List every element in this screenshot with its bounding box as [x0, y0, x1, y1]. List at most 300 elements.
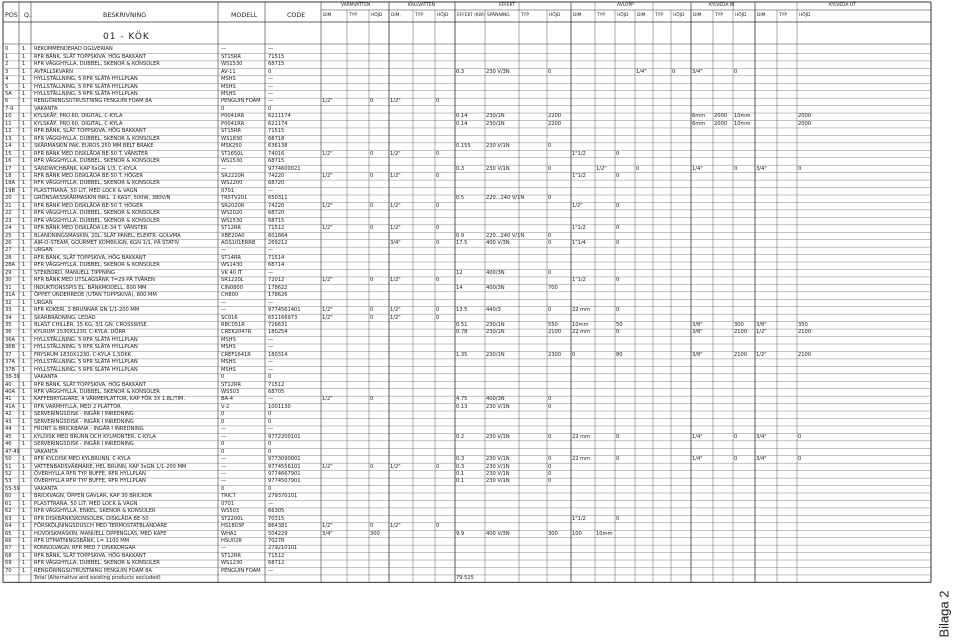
row-value: 1/2" [756, 329, 767, 336]
row-model: 0 [221, 485, 225, 492]
row-value: 3/8" [692, 351, 703, 358]
row-qty: 1 [22, 381, 26, 388]
row-value: 0 [798, 456, 802, 463]
row-code: 180254 [268, 329, 288, 336]
row-value: 0 [548, 240, 552, 246]
row-pos: 16 [5, 158, 12, 165]
row-description: URGAN [34, 299, 53, 306]
row-value: 0 [548, 463, 552, 470]
row-pos: 41 [5, 396, 12, 403]
row-value: 230 V/3N [486, 68, 510, 75]
row-description: KYLSKÅP, PRO.60, DIGITAL, C-KYLA [34, 113, 123, 120]
header-sub-21: HÖJD [799, 13, 811, 18]
row-model: 0 [221, 441, 225, 448]
row-value: 0 [734, 456, 738, 463]
row-pos: 38-39 [5, 374, 20, 381]
row-qty: 1 [22, 143, 26, 150]
row-pos: 11 [5, 120, 12, 127]
row-value: 0 [370, 150, 374, 157]
header-sub-2: HÖJD [371, 13, 383, 18]
header-sub-5: HÖJD [437, 13, 449, 18]
row-value: 0 [436, 172, 440, 179]
row-pos: 36B [5, 344, 16, 351]
row-value: 14 [456, 284, 463, 291]
row-description: VAKANTA [34, 485, 58, 492]
row-model: PENGUIN FOAM [221, 98, 261, 105]
row-pos: 32 [5, 299, 12, 306]
row-qty: 1 [22, 135, 26, 142]
row-pos: 10 [5, 113, 12, 120]
row-qty: 1 [22, 83, 26, 90]
row-value: 1/2" [390, 307, 401, 314]
row-pos: 28A [5, 262, 15, 269]
row-value: 0 [548, 470, 552, 477]
header-sub-1: TYP [349, 13, 358, 18]
row-qty: 1 [22, 150, 26, 157]
row-pos: 35 [5, 321, 12, 328]
row-value: 0 [616, 172, 620, 179]
row-description: RENGÖRINGSUTRUSTNING PENGUIN FOAM 8A [34, 98, 152, 105]
header-sub-11: TYP [597, 13, 606, 18]
row-pos: 17 [5, 165, 12, 172]
row-model: SR2020R [221, 202, 245, 209]
row-pos: 46 [5, 441, 12, 448]
row-code: 68715 [268, 217, 285, 224]
row-model: WS1530 [221, 217, 243, 224]
row-value: 0 [370, 202, 374, 209]
row-model: SR2220R [221, 172, 245, 179]
row-value: 2100 [798, 329, 812, 336]
row-description: ÖVERHYLLA RFR TYP BUFFE, RFR HYLLPLAN [34, 478, 146, 485]
row-description: BLAST CHILLER, 15 KG, 3/1 GN, CROSSWISE. [34, 321, 149, 328]
row-value: 2000 [798, 120, 812, 127]
row-description: BLANDNINGSMASKIN, 20L, SLÄT PANEL, ELEKTR. GOLVMA [34, 232, 181, 239]
row-value: 0 [734, 68, 738, 75]
row-code: 71515 [268, 53, 285, 60]
row-description: RFR VÄGGHYLLA, DUBBEL, SKENOR & KONSOLER [34, 158, 160, 165]
row-value: 400/3N [486, 269, 505, 276]
row-qty: 1 [22, 165, 26, 172]
row-description: RFR BÄNK MED UTSLAGSÄNK T=29 PÅ TVÄREN [34, 277, 155, 284]
row-model: MSHS [221, 359, 236, 366]
row-description: BRICKVAGN, ÖPPEN GAVLAR, KAP 30 BRICKOR [34, 493, 153, 500]
row-pos: 44 [5, 426, 12, 433]
row-model: SC016 [221, 314, 238, 321]
header-sub-10: DIM. [573, 13, 583, 18]
row-model: AOS101ERRB [221, 240, 256, 246]
row-value: 440/3 [486, 307, 501, 314]
row-qty: 1 [22, 396, 26, 403]
row-value: 1"1/2 [572, 277, 586, 284]
row-value: 0 [616, 225, 620, 232]
row-value: 0 [616, 515, 620, 522]
row-value: 0.3 [456, 68, 465, 75]
row-value: 700 [548, 284, 558, 291]
row-qty: 1 [22, 98, 26, 105]
row-model: TR5TV201 [221, 195, 248, 202]
row-value: 0 [734, 165, 738, 172]
row-qty: 1 [22, 225, 26, 232]
row-value: 0 [548, 269, 552, 276]
row-description: RFR VÄGGHYLLA, DUBBEL, SKENOR & KONSOLER [34, 560, 160, 567]
row-code: 9774667901 [268, 470, 301, 477]
row-value: 2100 [734, 351, 748, 358]
row-description: RFR VÄGGHYLLA, DUBBEL, SKENOR & KONSOLER [34, 217, 160, 224]
row-qty: 1 [22, 76, 26, 83]
row-pos: 68 [5, 552, 12, 559]
row-qty: 1 [22, 321, 26, 328]
row-pos: 30 [5, 277, 12, 284]
row-description: SERVERINGSDISK - INGÅR I INREDNING [34, 418, 134, 425]
row-code: 66305 [268, 508, 285, 515]
row-model: WS1530 [221, 158, 243, 165]
row-qty: 1 [22, 46, 26, 53]
row-model: BA-4 [221, 396, 233, 403]
row-description: FRONT & BRICKBANA - INGÅR I INREDNING [34, 426, 144, 433]
row-value: 1/2" [322, 225, 333, 232]
header-description: BESKRIVNING [103, 12, 147, 19]
row-value: 0 [548, 68, 552, 75]
row-value: 0 [548, 456, 552, 463]
row-value: 80 [616, 351, 623, 358]
row-value: 230 V/1N [486, 433, 510, 440]
row-model: SR1220L [221, 277, 244, 284]
row-code: 1001130 [268, 403, 291, 410]
row-pos: 40 [5, 381, 12, 388]
row-model: 0 [221, 418, 225, 425]
row-value: 2100 [798, 351, 812, 358]
row-value: 2100 [548, 329, 562, 336]
row-value: 0 [672, 68, 676, 75]
row-pos: 41A [5, 403, 15, 410]
row-value: 1/4" [692, 165, 703, 172]
row-code: — [268, 187, 274, 194]
row-code: — [268, 366, 274, 373]
row-value: 1/2" [390, 172, 401, 179]
row-value: 0 [370, 314, 374, 321]
row-model: CREK2047R [221, 329, 252, 336]
row-value: 0 [370, 307, 374, 314]
row-code: 68715 [268, 61, 285, 68]
row-value: 3/4" [322, 530, 333, 537]
row-qty: 1 [22, 269, 26, 276]
row-value: 13.5 [456, 307, 468, 314]
row-value: 0.78 [456, 329, 468, 336]
row-model: ST15RR [221, 53, 241, 60]
row-description: RFR BÄNK, SLÄT TOPPSKIVA, HÖG BAKKANT [34, 128, 146, 135]
total-label: Total (Alternative and existing products excluded) [34, 575, 161, 582]
row-pos: 27 [5, 247, 12, 254]
row-model: MSHS [221, 336, 236, 343]
row-value: 0.51 [456, 321, 468, 328]
row-pos: 62 [5, 508, 12, 515]
row-qty: 1 [22, 247, 26, 254]
row-value: 1/2" [390, 98, 401, 105]
row-qty: 1 [22, 411, 26, 418]
row-value: 17.5 [456, 240, 468, 246]
row-qty: 1 [22, 314, 26, 321]
row-pos: 5 [5, 83, 9, 90]
row-value: 0.14 [456, 113, 468, 120]
row-code: 68720 [268, 180, 285, 187]
row-value: 0 [616, 202, 620, 209]
row-qty: 1 [22, 262, 26, 269]
row-model: CREF1641R [221, 351, 251, 358]
row-value: 400 V/3N [486, 240, 510, 246]
row-description: RFR BÄNK MED DISKLÅDA BE-50 T. HÖGER [34, 172, 143, 179]
row-value: 1/2" [390, 150, 401, 157]
row-code: 651166973 [268, 314, 298, 321]
row-value: 1/2" [756, 351, 767, 358]
row-code: 9774556101 [268, 463, 301, 470]
attachment-label-text: Bilaga 2 [936, 590, 952, 638]
row-model: ST2200L [221, 515, 244, 522]
row-code: 0 [268, 448, 272, 455]
row-qty: 1 [22, 418, 26, 425]
row-description: RFR VÄGGHYLLA, DUBBEL, SKENOR & KONSOLER [34, 210, 160, 217]
row-value: 3/4" [692, 68, 703, 75]
row-model: HS1803P [221, 523, 245, 530]
row-value: 0 [370, 277, 374, 284]
row-pos: 6 [5, 98, 9, 105]
row-value: 400 V/3N [486, 530, 510, 537]
row-value: 1/2" [390, 523, 401, 530]
row-model: HSU02R [221, 538, 242, 544]
row-value: 0 [548, 143, 552, 150]
row-value: 230 V/1N [486, 470, 510, 477]
row-model: — [221, 426, 227, 433]
row-pos: 45 [5, 433, 12, 440]
row-value: 0 [616, 456, 620, 463]
row-description: SÄNDWICHBÄNK, KAP 6xGN 1/3, C-KYLA [34, 165, 137, 172]
row-model: AV-11 [221, 68, 236, 75]
row-model: P0041RR [221, 113, 245, 120]
row-description: KYLSKÅP, PRO.60, DIGITAL, C-KYLA [34, 120, 123, 127]
header-pos: POS [5, 12, 18, 19]
header-sub-13: DIM. [637, 13, 647, 18]
row-value: 0 [370, 396, 374, 403]
row-qty: 1 [22, 515, 26, 522]
row-qty: 1 [22, 254, 26, 261]
row-value: 6mm [692, 113, 706, 120]
row-value: 230 V/1N [486, 143, 510, 150]
row-pos: 37A [5, 359, 15, 366]
row-model: ST12RR [221, 225, 241, 232]
row-value: 9.9 [456, 530, 465, 537]
row-value: 10mm [734, 120, 751, 127]
row-qty: 1 [22, 403, 26, 410]
row-pos: 13 [5, 135, 12, 142]
row-qty: 1 [22, 470, 26, 477]
row-pos: 18 [5, 172, 12, 179]
row-pos: 0 [5, 46, 9, 53]
row-description: RFR DISKBÄNKSKONSOLER, DISKLÅDA BE-50 [34, 515, 149, 522]
row-value: 0 [548, 433, 552, 440]
row-value: 1/2" [390, 277, 401, 284]
row-model: WS503 [221, 389, 240, 395]
row-description: PLASTTRANA, 50 LIT, MED LOCK & VAGN [34, 500, 138, 507]
row-pos: 37B [5, 366, 16, 373]
row-qty: 1 [22, 493, 26, 500]
row-code: 178626 [268, 292, 288, 299]
row-description: RFR BÄNK, SLÄT TOPPSKIVA, HÖG BAKKANT [34, 53, 146, 60]
row-value: 230/1N [486, 351, 505, 358]
row-description: RFR KOKERI, 3 BRUNNAR GN 1/1-200 MM [34, 307, 140, 314]
row-pos: 52 [5, 470, 12, 477]
row-pos: 60 [5, 493, 12, 500]
row-description: VAKANTA [34, 448, 58, 455]
row-qty: 1 [22, 538, 26, 544]
row-pos: 4 [5, 76, 9, 83]
row-pos: 3 [5, 68, 9, 75]
row-value: 1"1/2 [572, 515, 586, 522]
row-pos: 33 [5, 307, 12, 314]
row-code: — [268, 500, 274, 507]
row-value: 4.75 [456, 396, 468, 403]
row-qty: 1 [22, 530, 26, 537]
row-pos: 65 [5, 530, 12, 537]
row-code: 71515 [268, 128, 285, 135]
row-model: P0041RR [221, 120, 245, 127]
row-value: 1/2" [390, 202, 401, 209]
row-description: KYLDISK MED BRUNN OCH KYLMONTER, C-KYLA [34, 433, 156, 440]
row-qty: 1 [22, 523, 26, 530]
row-value: 1/2" [322, 277, 333, 284]
row-value: 0.13 [456, 403, 468, 410]
row-qty: 1 [22, 545, 26, 552]
row-value: 2300 [548, 351, 562, 358]
row-value: 0 [436, 307, 440, 314]
row-model: — [221, 307, 227, 314]
header-group-0: VARMVATTEN [341, 3, 371, 8]
row-value: 0 [436, 225, 440, 232]
row-value: 1/2" [322, 202, 333, 209]
row-value: 300 [734, 321, 744, 328]
row-description: KAFFEBRYGGARE, 4 VÄRMEPLATTOR, KAP FÖR 3X 1.8L/TIM. [34, 396, 186, 403]
header-group-1: KALLVATTEN [408, 3, 435, 8]
total-value: 79.515 [456, 575, 474, 582]
row-model: CIN0800 [221, 284, 243, 291]
row-model: WHA1 [221, 530, 237, 537]
row-code: 71512 [268, 225, 285, 232]
header-group-4: KYLVEDA IN [709, 3, 735, 8]
row-model: — [221, 456, 227, 463]
row-value: 230 V/1N [486, 463, 510, 470]
row-description: HYLLSTÄLLNING, 5 RFR SLÄTA HYLLPLAN [34, 91, 138, 97]
row-pos: 42 [5, 411, 12, 418]
row-code: 68715 [268, 158, 285, 165]
row-code: — [268, 46, 274, 53]
row-model: — [221, 433, 227, 440]
row-value: 0 [616, 307, 620, 314]
row-qty: 1 [22, 552, 26, 559]
row-value: 0.3 [456, 456, 465, 463]
row-model: ST12RR [221, 381, 241, 388]
row-pos: 1 [5, 53, 9, 60]
row-value: 400/3N [486, 396, 505, 403]
row-model: 0 [221, 411, 225, 418]
header-code: CODE [287, 12, 306, 19]
row-value: 1.35 [456, 351, 468, 358]
row-qty: 1 [22, 120, 26, 127]
row-value: 300 [370, 530, 380, 537]
row-value: 2200 [548, 113, 562, 120]
row-qty: 1 [22, 113, 26, 120]
row-value: 22 mm [572, 456, 591, 463]
row-value: 1"1/2 [572, 172, 586, 179]
header-model: MODELL [231, 12, 258, 19]
row-code: — [268, 247, 274, 254]
section-title: 01 - KÖK [103, 32, 150, 42]
row-pos: 23 [5, 217, 12, 224]
row-pos: 24 [5, 225, 12, 232]
row-value: 22 mm [572, 329, 591, 336]
row-pos: 40A [5, 389, 15, 395]
row-model: WS2200 [221, 180, 243, 187]
row-value: 1/2" [322, 172, 333, 179]
row-code: 504229 [268, 530, 288, 537]
row-code: 74220 [268, 172, 285, 179]
row-pos: 25 [5, 232, 12, 239]
row-description: RFR VÄGGHYLLA, DUBBEL, SKENOR & KONSOLER [34, 135, 160, 142]
row-model: 0 [221, 374, 225, 381]
row-code: 74016 [268, 150, 285, 157]
row-value: 22 mm [572, 433, 591, 440]
header-group-2: EFFEKT [499, 3, 515, 8]
row-model: ST15RR [221, 128, 241, 135]
row-model: MSK250 [221, 143, 242, 150]
row-qty: 1 [22, 359, 26, 366]
row-qty: 1 [22, 180, 26, 187]
row-pos: 12 [5, 128, 12, 135]
row-value: 230/1N [486, 113, 505, 120]
row-value: 1/2" [322, 523, 333, 530]
row-code: 0 [268, 105, 272, 112]
row-value: 1/2" [322, 396, 333, 403]
row-value: 1/2" [322, 150, 333, 157]
row-description: RFR BÄNK, SLÄT TOPPSKIVA, HÖG BAKKANT [34, 552, 146, 559]
row-code: 71514 [268, 254, 285, 261]
row-code: 650311 [268, 195, 288, 202]
header-sub-17: TYP [715, 13, 724, 18]
row-model: 0701 [221, 500, 235, 507]
row-description: HYLLSTÄLLNING, 5 RFR SLÄTA HYLLPLAN [34, 366, 138, 373]
row-pos: 22 [5, 210, 12, 217]
row-model: CH800 [221, 292, 239, 299]
row-qty: 1 [22, 61, 26, 68]
row-value: 100 [572, 530, 582, 537]
row-value: 3/4" [756, 456, 767, 463]
row-model: — [221, 478, 227, 485]
row-model: XBE20A0 [221, 232, 245, 239]
row-value: 230 V/1N [486, 456, 510, 463]
row-description: RFR VARMHYLLA, MED 2 PLATTOR [34, 403, 121, 410]
row-value: 3/4" [756, 433, 767, 440]
row-pos: 50 [5, 456, 12, 463]
row-qty: 1 [22, 232, 26, 239]
row-value: 0 [370, 225, 374, 232]
row-value: 0 [436, 277, 440, 284]
row-qty: 1 [22, 187, 26, 194]
header-sub-15: HÖJD [673, 13, 685, 18]
row-value: 0.1 [456, 478, 465, 485]
row-qty: 1 [22, 292, 26, 299]
row-value: 0 [616, 150, 620, 157]
row-model: VK 40 IT [221, 269, 243, 276]
row-code: — [268, 269, 274, 276]
row-model: WS1230 [221, 560, 243, 567]
row-pos: 29 [5, 269, 12, 276]
